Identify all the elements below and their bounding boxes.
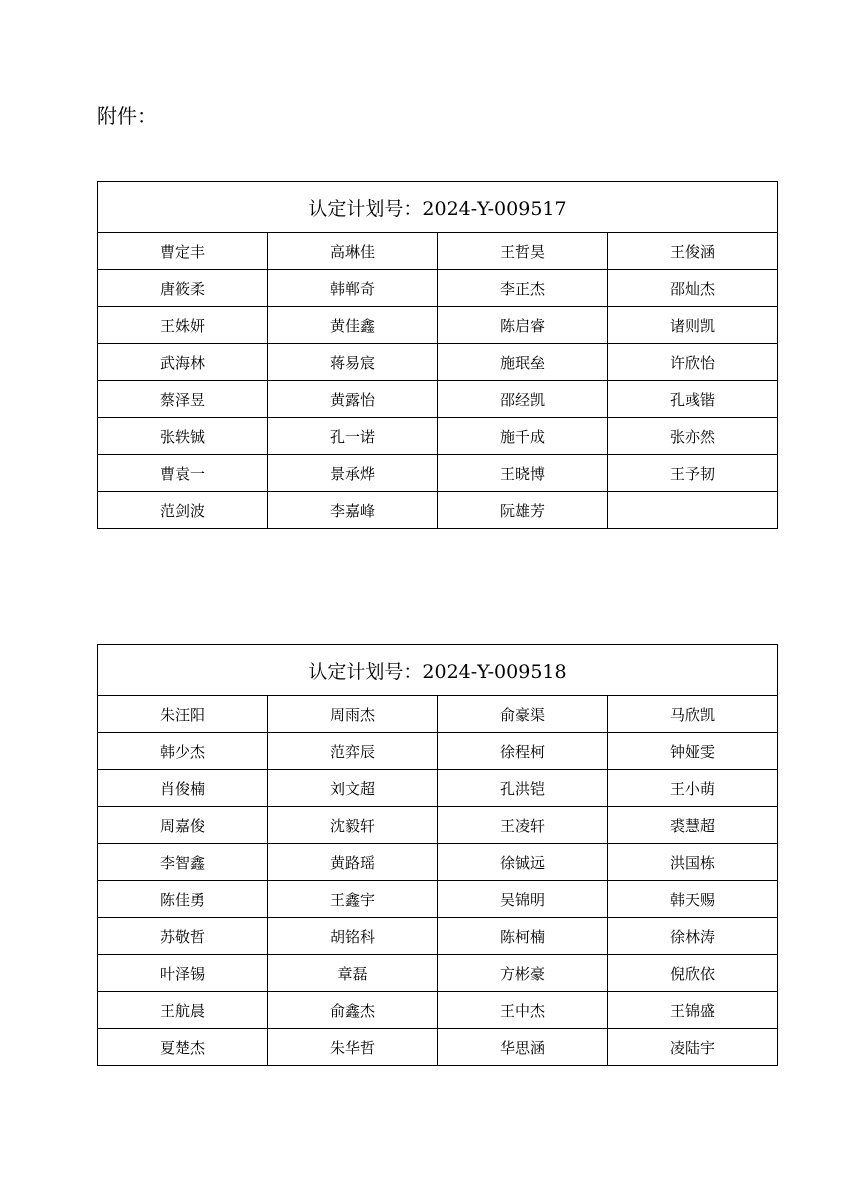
- name-cell: 叶泽锡: [98, 955, 268, 992]
- name-cell: 邵经凯: [438, 381, 608, 418]
- name-cell: 陈启睿: [438, 307, 608, 344]
- name-cell: 蒋易宸: [268, 344, 438, 381]
- name-cell: 陈佳勇: [98, 881, 268, 918]
- name-cell: 黄露怡: [268, 381, 438, 418]
- name-cell: 王晓博: [438, 455, 608, 492]
- name-cell: 孔一诺: [268, 418, 438, 455]
- name-cell: 韩少杰: [98, 733, 268, 770]
- name-cell: 倪欣依: [608, 955, 778, 992]
- name-cell: 蔡泽昱: [98, 381, 268, 418]
- name-cell: 景承烨: [268, 455, 438, 492]
- name-cell: 曹定丰: [98, 233, 268, 270]
- name-cell: 夏楚杰: [98, 1029, 268, 1066]
- name-cell: 韩郸奇: [268, 270, 438, 307]
- table-row: [98, 307, 778, 344]
- name-cell: 王航晨: [98, 992, 268, 1029]
- name-cell: 唐筱柔: [98, 270, 268, 307]
- name-cell: 张轶铖: [98, 418, 268, 455]
- table-row: [98, 918, 778, 955]
- name-cell: 王予韧: [608, 455, 778, 492]
- table-row: [98, 492, 778, 529]
- name-cell: 徐程柯: [438, 733, 608, 770]
- name-cell: 李正杰: [438, 270, 608, 307]
- plan-number-title: 认定计划号：2024-Y-009517: [98, 182, 778, 233]
- name-cell: 诸则凯: [608, 307, 778, 344]
- name-cell: 徐铖远: [438, 844, 608, 881]
- attachment-label: 附件：: [97, 104, 157, 128]
- plan-table-2: [97, 644, 778, 1066]
- table-row: [98, 696, 778, 733]
- name-cell: 方彬豪: [438, 955, 608, 992]
- table-row: [98, 455, 778, 492]
- name-cell: 李嘉峰: [268, 492, 438, 529]
- table-row: [98, 270, 778, 307]
- name-cell: 施千成: [438, 418, 608, 455]
- name-cell: 孔洪铠: [438, 770, 608, 807]
- table-row: [98, 418, 778, 455]
- name-cell: 韩天赐: [608, 881, 778, 918]
- table-row: [98, 844, 778, 881]
- name-cell: 阮雄芳: [438, 492, 608, 529]
- name-cell: 张亦然: [608, 418, 778, 455]
- table-title-row: [98, 645, 778, 696]
- table-row: [98, 770, 778, 807]
- name-cell: 王姝妍: [98, 307, 268, 344]
- name-cell: 王哲昊: [438, 233, 608, 270]
- table-row: [98, 807, 778, 844]
- name-cell: 钟娅雯: [608, 733, 778, 770]
- name-cell: 李智鑫: [98, 844, 268, 881]
- name-cell: 沈毅轩: [268, 807, 438, 844]
- table-row: [98, 992, 778, 1029]
- name-cell: 陈柯楠: [438, 918, 608, 955]
- plan-table-1: [97, 181, 778, 529]
- name-cell: 施珉垒: [438, 344, 608, 381]
- name-cell: 俞豪渠: [438, 696, 608, 733]
- name-cell: 刘文超: [268, 770, 438, 807]
- table-row: [98, 381, 778, 418]
- name-cell: 周嘉俊: [98, 807, 268, 844]
- name-cell: 朱华哲: [268, 1029, 438, 1066]
- table-row: [98, 233, 778, 270]
- name-cell: 裘慧超: [608, 807, 778, 844]
- table-title-row: [98, 182, 778, 233]
- name-cell: 周雨杰: [268, 696, 438, 733]
- name-cell: 王俊涵: [608, 233, 778, 270]
- name-cell: 王锦盛: [608, 992, 778, 1029]
- table-row: [98, 344, 778, 381]
- name-cell: 徐林涛: [608, 918, 778, 955]
- name-cell: 马欣凯: [608, 696, 778, 733]
- name-cell: 吴锦明: [438, 881, 608, 918]
- table-row: [98, 1029, 778, 1066]
- name-cell: 王小萌: [608, 770, 778, 807]
- name-cell: 洪国栋: [608, 844, 778, 881]
- name-cell: 高琳佳: [268, 233, 438, 270]
- name-cell: 许欣怡: [608, 344, 778, 381]
- name-cell: 范剑波: [98, 492, 268, 529]
- empty-cell: [608, 492, 778, 529]
- name-cell: 曹袁一: [98, 455, 268, 492]
- name-cell: 王中杰: [438, 992, 608, 1029]
- name-cell: 凌陆宇: [608, 1029, 778, 1066]
- name-cell: 俞鑫杰: [268, 992, 438, 1029]
- name-cell: 黄佳鑫: [268, 307, 438, 344]
- name-cell: 王鑫宇: [268, 881, 438, 918]
- name-cell: 朱汪阳: [98, 696, 268, 733]
- plan-number-title: 认定计划号：2024-Y-009518: [98, 645, 778, 696]
- table-row: [98, 955, 778, 992]
- name-cell: 邵灿杰: [608, 270, 778, 307]
- name-cell: 肖俊楠: [98, 770, 268, 807]
- table-row: [98, 881, 778, 918]
- name-cell: 黄路瑶: [268, 844, 438, 881]
- name-cell: 华思涵: [438, 1029, 608, 1066]
- name-cell: 武海林: [98, 344, 268, 381]
- name-cell: 章磊: [268, 955, 438, 992]
- name-cell: 王凌轩: [438, 807, 608, 844]
- name-cell: 范弈辰: [268, 733, 438, 770]
- name-cell: 胡铭科: [268, 918, 438, 955]
- name-cell: 孔彧锴: [608, 381, 778, 418]
- name-cell: 苏敬哲: [98, 918, 268, 955]
- table-row: [98, 733, 778, 770]
